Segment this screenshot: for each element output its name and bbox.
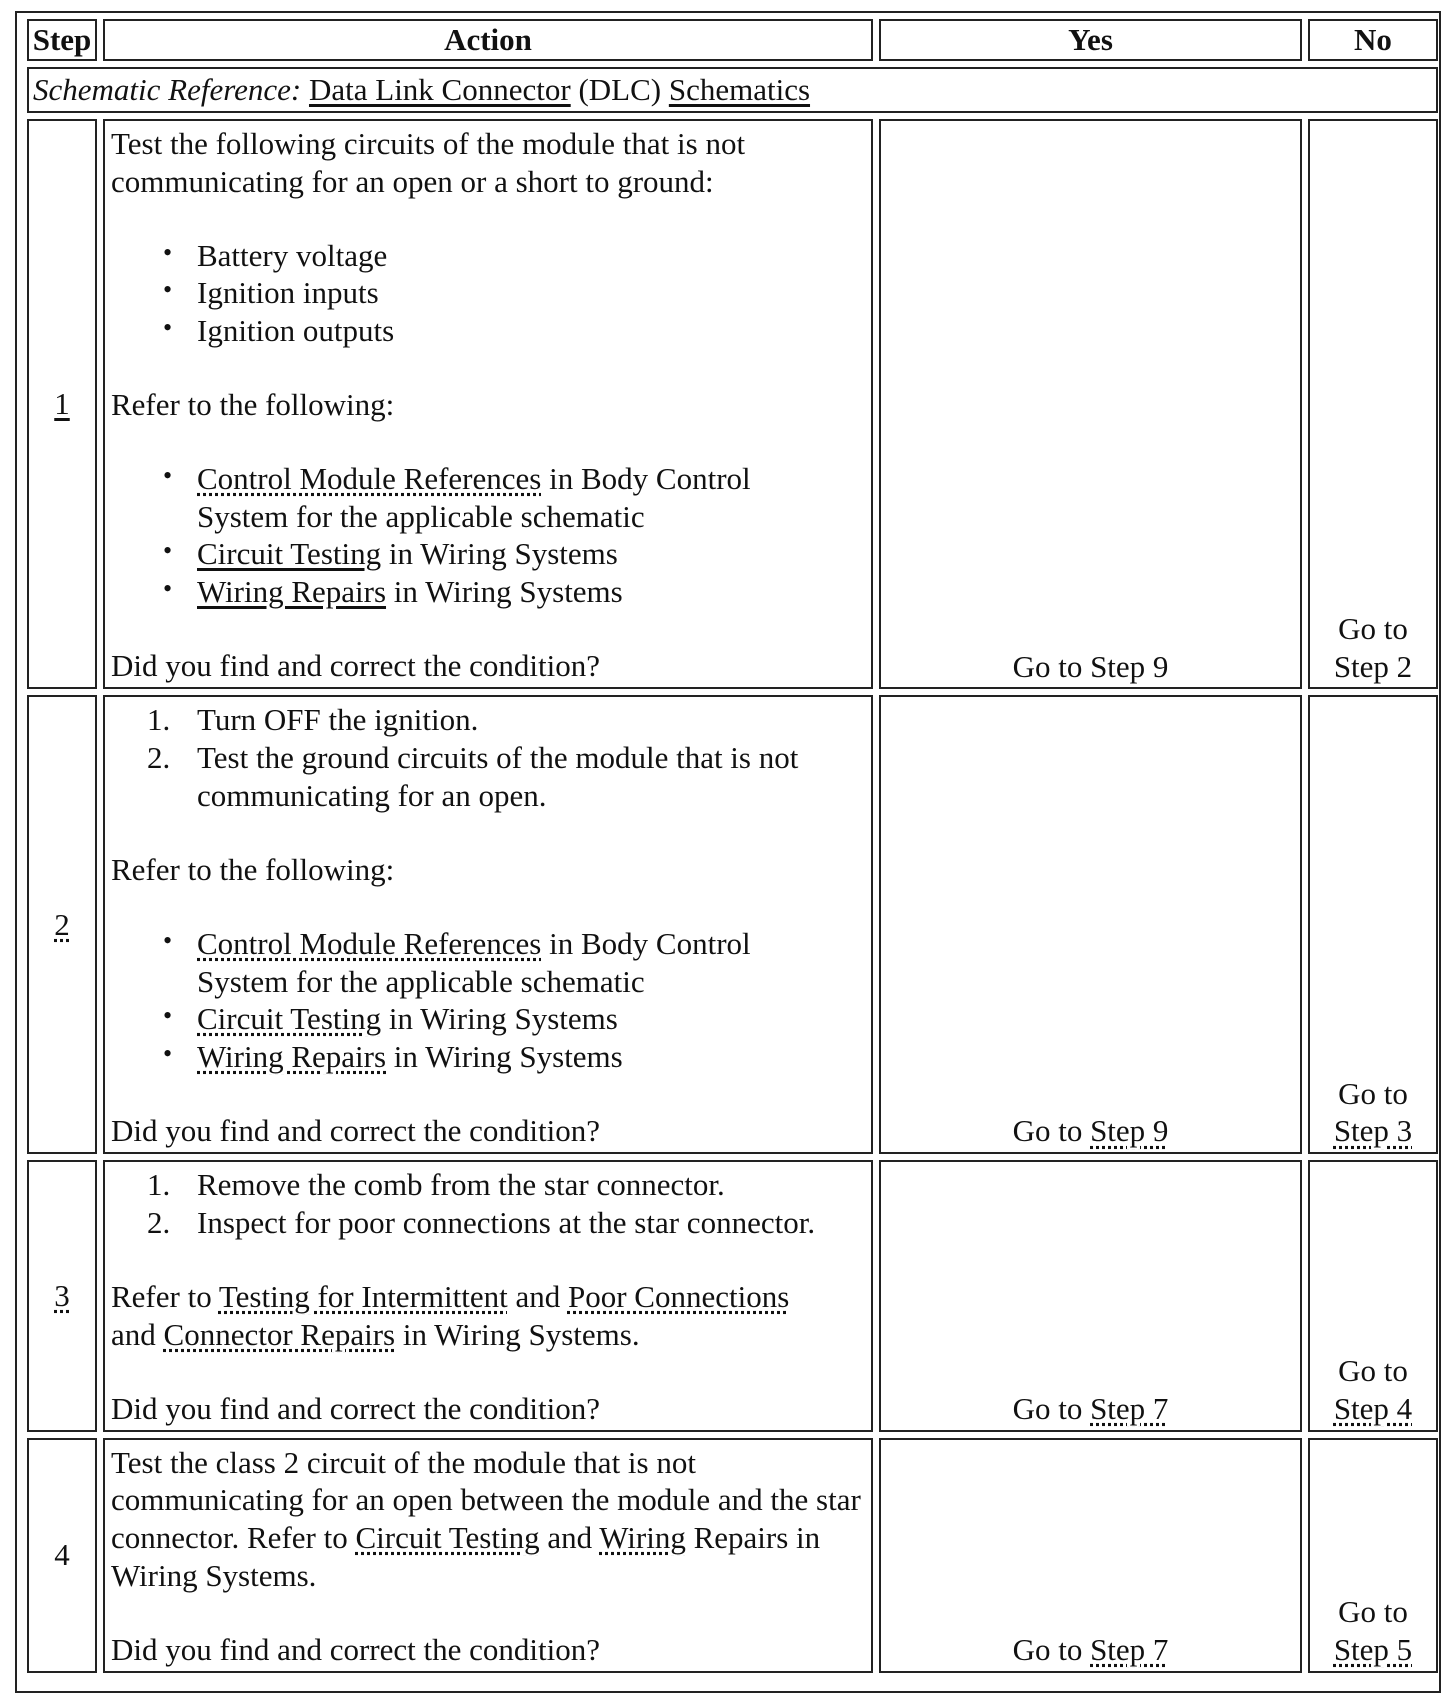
step3-no: Go to Step 4 <box>1308 1160 1438 1431</box>
step1-circuit-list <box>111 237 867 350</box>
list-item: 1. Remove the comb from the star connector. <box>147 1167 725 1203</box>
schematic-row <box>27 67 1438 113</box>
yes-step-link[interactable]: Step 7 <box>1090 1390 1169 1426</box>
control-module-references-link[interactable]: Control Module References <box>197 460 542 496</box>
step4-question: Did you find and correct the condition? <box>111 1631 600 1667</box>
list-item: • Circuit Testing in Wiring Systems <box>197 535 867 573</box>
step3-yes: Go to Step 7 <box>879 1160 1302 1431</box>
schematic-reference <box>27 67 1438 113</box>
no-step-link[interactable]: Step 3 <box>1333 1113 1413 1149</box>
list-item: • Ignition inputs <box>197 274 867 312</box>
step3-instructions <box>111 1166 867 1242</box>
list-item: • Wiring Repairs in Wiring Systems <box>197 1038 867 1076</box>
step-row-1 <box>27 119 1438 690</box>
step3-refer: Refer to Testing for Intermittent and Poor Connections and Connector Repairs in Wiring Systems. <box>111 1278 790 1352</box>
no-step-link[interactable]: Step 2 <box>1333 648 1413 684</box>
step1-refer: Refer to the following: <box>111 386 395 422</box>
wiring-repairs-link[interactable]: Wiring Repairs <box>197 574 387 610</box>
diagnostic-table <box>21 13 1444 1679</box>
list-item: • Wiring Repairs in Wiring Systems <box>197 573 867 611</box>
step-number-1[interactable]: 1 <box>27 119 97 690</box>
no-step-link[interactable]: Step 5 <box>1333 1632 1413 1668</box>
step1-yes: Go to Step 9 <box>879 119 1302 690</box>
list-item: • Circuit Testing in Wiring Systems <box>197 1000 867 1038</box>
connector-repairs-link[interactable]: Connector Repairs <box>163 1316 396 1352</box>
step-action-2 <box>103 695 873 1154</box>
circuit-testing-link[interactable]: Circuit Testing <box>197 1001 382 1037</box>
step4-yes: Go to Step 7 <box>879 1438 1302 1673</box>
list-item: 1. Turn OFF the ignition. <box>147 702 479 738</box>
step2-reference-list <box>111 925 867 1076</box>
step-number-4: 4 <box>27 1438 97 1673</box>
header-row <box>27 19 1438 61</box>
diagnostic-page <box>15 11 1441 1693</box>
list-item: • Ignition outputs <box>197 312 867 350</box>
step3-question: Did you find and correct the condition? <box>111 1390 600 1426</box>
wiring-repairs-link[interactable]: Wiring <box>599 1520 686 1556</box>
step-action-3 <box>103 1160 873 1431</box>
step1-reference-list <box>111 460 867 611</box>
schematic-prefix: Schematic Reference: <box>33 72 302 108</box>
step1-question: Did you find and correct the condition? <box>111 648 600 684</box>
step-action-4 <box>103 1438 873 1673</box>
circuit-testing-link[interactable]: Circuit Testing <box>355 1520 540 1556</box>
yes-step-link[interactable]: Step 7 <box>1090 1632 1169 1668</box>
no-step-link[interactable]: Step 4 <box>1333 1390 1413 1426</box>
step-action-1 <box>103 119 873 690</box>
list-item: 2. Inspect for poor connections at the star connector. <box>147 1205 816 1241</box>
schematic-middle: (DLC) <box>570 72 669 108</box>
poor-connections-link[interactable]: Poor Connections <box>567 1278 790 1314</box>
step2-no: Go to Step 3 <box>1308 695 1438 1154</box>
testing-intermittent-link[interactable]: Testing for Intermittent <box>218 1278 508 1314</box>
header-no: No <box>1308 19 1438 61</box>
list-item: • Control Module References in Body Control System for the applicable schematic <box>197 460 867 536</box>
step2-question: Did you find and correct the condition? <box>111 1112 600 1148</box>
step-row-3 <box>27 1160 1438 1431</box>
step2-instructions <box>111 701 867 814</box>
circuit-testing-link[interactable]: Circuit Testing <box>197 536 382 572</box>
list-item: • Battery voltage <box>197 237 867 275</box>
list-item: 2. Test the ground circuits of the module that is not communicating for an open. <box>147 740 799 814</box>
step-row-4 <box>27 1438 1438 1673</box>
header-step: Step <box>27 19 97 61</box>
schematics-link[interactable]: Schematics <box>668 72 811 108</box>
wiring-repairs-link[interactable]: Wiring Repairs <box>197 1039 387 1075</box>
dlc-link[interactable]: Data Link Connector <box>308 72 571 108</box>
step2-yes: Go to Step 9 <box>879 695 1302 1154</box>
yes-step-link[interactable]: Step 9 <box>1090 1113 1169 1149</box>
list-item: • Control Module References in Body Control System for the applicable schematic <box>197 925 867 1001</box>
step-number-3[interactable]: 3 <box>27 1160 97 1431</box>
step2-refer: Refer to the following: <box>111 851 395 887</box>
header-action: Action <box>103 19 873 61</box>
header-yes: Yes <box>879 19 1302 61</box>
yes-step-link[interactable]: Step 9 <box>1090 648 1169 684</box>
step-row-2 <box>27 695 1438 1154</box>
step1-no: Go to Step 2 <box>1308 119 1438 690</box>
step1-intro: Test the following circuits of the module that is not communicating for an open or a short to ground: <box>111 125 746 199</box>
step4-text: Test the class 2 circuit of the module that is not communicating for an open between the module and the star connector. Refer to Circuit Testing and Wiring Repairs in Wiring Systems. <box>111 1444 861 1594</box>
step4-no: Go to Step 5 <box>1308 1438 1438 1673</box>
step-number-2[interactable]: 2 <box>27 695 97 1154</box>
control-module-references-link[interactable]: Control Module References <box>197 925 542 961</box>
